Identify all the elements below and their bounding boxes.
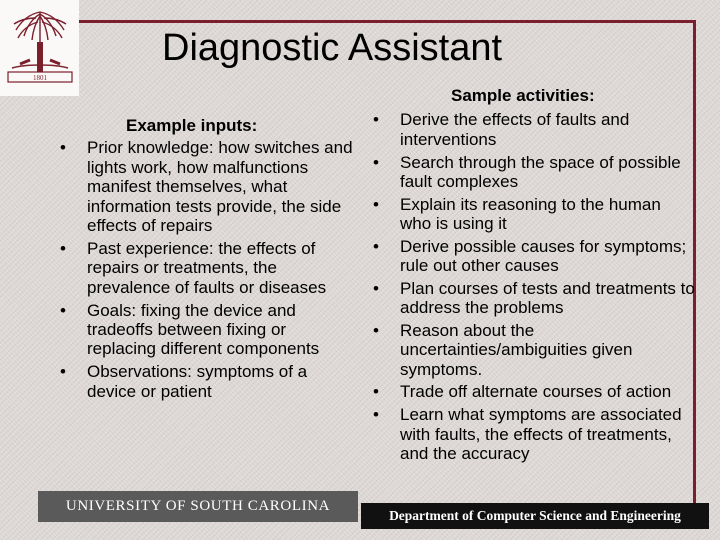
list-item: • Reason about the uncertainties/ambiguities given symptoms. (365, 321, 695, 379)
palmetto-tree-icon (0, 0, 79, 96)
list-item: • Search through the space of possible fault complexes (365, 153, 695, 192)
sample-activities-list (365, 110, 695, 463)
sample-activities-column (365, 86, 695, 467)
list-item: • Explain its reasoning to the human who is using it (365, 195, 695, 234)
slide-title: Diagnostic Assistant (162, 27, 503, 69)
example-inputs-column (52, 116, 357, 405)
list-item: • Plan courses of tests and treatments to address the problems (365, 279, 695, 318)
list-item: • Goals: fixing the device and tradeoffs between fixing or replacing different components (52, 301, 357, 359)
sample-activities-heading: Sample activities: (451, 86, 595, 105)
example-inputs-heading: Example inputs: (126, 116, 258, 135)
university-footer: UNIVERSITY OF SOUTH CAROLINA (38, 491, 358, 522)
example-inputs-list (52, 138, 357, 401)
svg-text:1801: 1801 (33, 74, 47, 82)
frame-top-border (60, 20, 696, 23)
list-item: • Derive possible causes for symptoms; rule out other causes (365, 237, 695, 276)
list-item: • Past experience: the effects of repairs or treatments, the prevalence of faults or diseases (52, 239, 357, 297)
list-item: • Observations: symptoms of a device or patient (52, 362, 357, 401)
list-item: • Trade off alternate courses of action (365, 382, 695, 401)
university-logo (0, 0, 79, 96)
list-item: • Prior knowledge: how switches and lights work, how malfunctions manifest themselves, what information tests provide, the side effects of repairs (52, 138, 357, 235)
list-item: • Learn what symptoms are associated with faults, the effects of treatments, and the accuracy (365, 405, 695, 463)
list-item: • Derive the effects of faults and interventions (365, 110, 695, 149)
department-footer: Department of Computer Science and Engineering (361, 503, 709, 529)
